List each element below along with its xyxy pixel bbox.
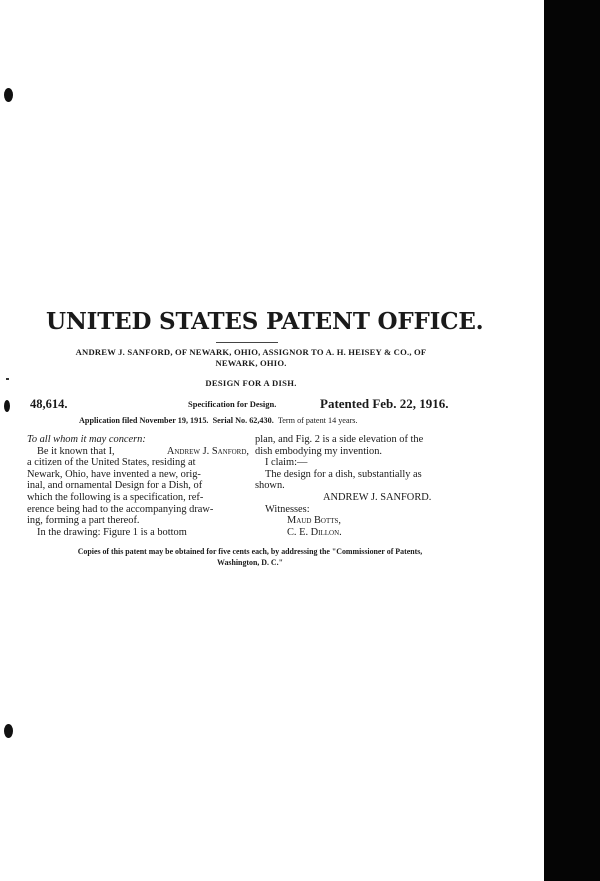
- application-filed: Application filed November 19, 1915.: [79, 416, 209, 425]
- claim-label: I claim:—: [265, 457, 308, 469]
- body-line: dish embodying my invention.: [255, 445, 382, 457]
- witness-2: C. E. Dillon.: [287, 526, 342, 538]
- punch-hole-bottom: [4, 724, 13, 738]
- body-line: a citizen of the United States, residing at: [27, 457, 196, 469]
- copies-notice: [30, 546, 470, 568]
- inventor-signature: ANDREW J. SANFORD.: [323, 491, 432, 503]
- body-line: which the following is a specification, ref-: [27, 491, 204, 503]
- assignor-block: [38, 347, 464, 369]
- copies-notice-line-1: Copies of this patent may be obtained for five cents each, by addressing the "Commissioner of Patents,: [77, 547, 423, 556]
- office-title: UNITED STATES PATENT OFFICE.: [46, 308, 484, 335]
- serial-number: Serial No. 62,430.: [212, 416, 274, 425]
- punch-hole-top: [4, 88, 13, 102]
- assignor-line-1: ANDREW J. SANFORD, OF NEWARK, OHIO, ASSIGNOR TO A. H. HEISEY & CO., OF: [75, 347, 427, 357]
- body-left-column: [27, 434, 249, 538]
- body-right-column: [255, 434, 470, 538]
- scan-border-right: [544, 0, 600, 881]
- body-line: Newark, Ohio, have invented a new, orig-: [27, 468, 201, 480]
- patent-number: 48,614.: [30, 397, 68, 411]
- scan-speck: [6, 378, 9, 380]
- witnesses-label: Witnesses:: [265, 503, 310, 515]
- patent-term: Term of patent 14 years.: [277, 416, 358, 425]
- body-line: shown.: [255, 480, 285, 492]
- witness-1: Maud Botts,: [287, 515, 342, 527]
- punch-hole-middle: [4, 400, 10, 412]
- inventor-name: Andrew J. Sanford,: [166, 445, 249, 457]
- claim-text: The design for a dish, substantially as: [265, 468, 422, 480]
- patented-date: Patented Feb. 22, 1916.: [320, 396, 449, 411]
- application-line: [79, 416, 358, 425]
- body-line: ing, forming a part thereof.: [27, 515, 140, 527]
- body-line: erence being had to the accompanying draw-: [27, 503, 214, 515]
- specification-label: Specification for Design.: [188, 399, 277, 409]
- title-rule: [216, 342, 278, 343]
- design-title: DESIGN FOR A DISH.: [205, 378, 297, 388]
- body-line: In the drawing: Figure 1 is a bottom: [37, 526, 187, 538]
- copies-notice-line-2: Washington, D. C.": [217, 558, 283, 567]
- body-line: Be it known that I, Andrew J. Sanford,: [37, 445, 249, 457]
- body-line: inal, and ornamental Design for a Dish, of: [27, 480, 203, 492]
- body-line: plan, and Fig. 2 is a side elevation of the: [255, 434, 424, 445]
- salutation: To all whom it may concern:: [27, 434, 146, 445]
- assignor-line-2: NEWARK, OHIO.: [215, 358, 287, 368]
